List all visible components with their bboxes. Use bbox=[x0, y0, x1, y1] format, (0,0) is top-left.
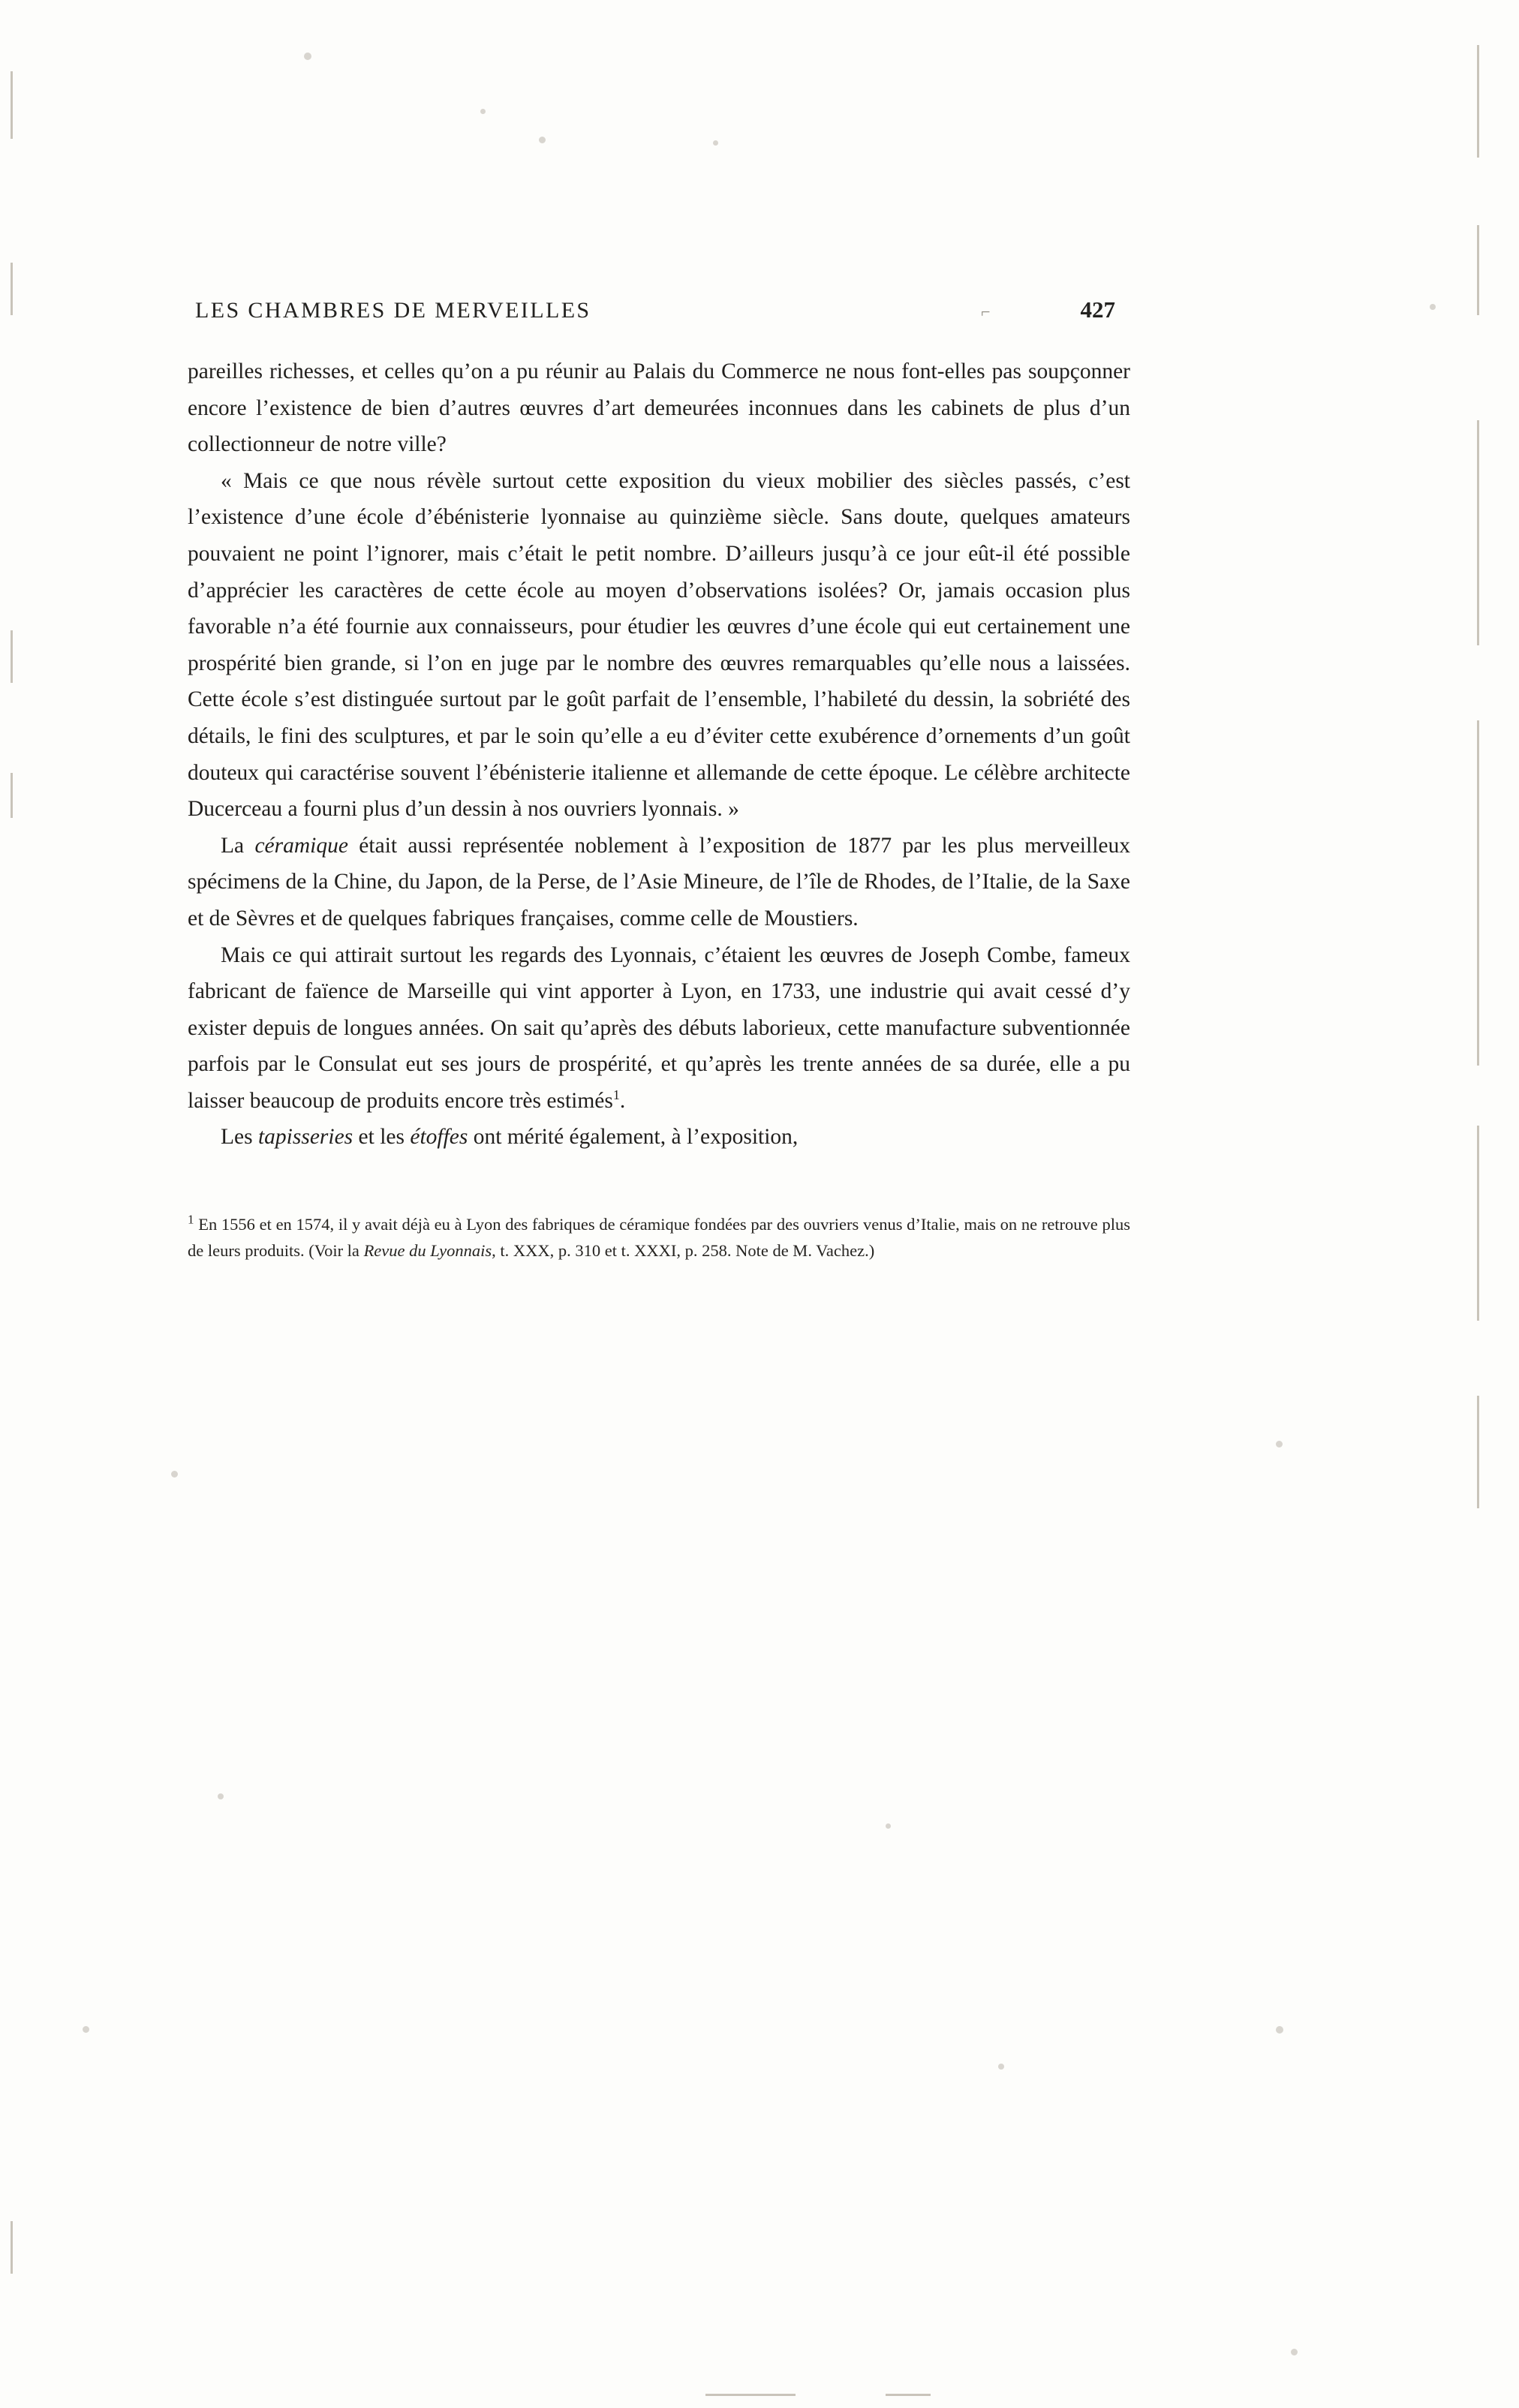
running-title: LES CHAMBRES DE MERVEILLES bbox=[195, 298, 591, 323]
scan-edge-mark bbox=[705, 2394, 796, 2396]
scan-speck bbox=[1276, 1441, 1283, 1448]
scan-speck bbox=[1276, 2026, 1283, 2034]
paragraph-5-seg2: et les bbox=[353, 1125, 411, 1150]
scan-speck bbox=[304, 53, 311, 60]
paragraph-4 bbox=[188, 937, 1130, 1120]
paragraph-4-text: Mais ce qui attirait surtout les regards des Lyonnais, c’étaient les œuvres de Joseph Combe, fameux fabricant de faïence de Marseille qui vint apporter à Lyon, en 1733, une industrie qui avait cessé d’y exister depuis de longues années. On sait qu’après des débuts laborieux, cette manufacture subventionnée parfois par le Consulat eut ses jours de prospérité, et qu’après les trente années de sa durée, elle a pu laisser beaucoup de produits encore très estimés bbox=[188, 942, 1130, 1113]
paragraph-3-lead: La bbox=[221, 833, 255, 858]
scan-edge-mark bbox=[11, 263, 13, 315]
paragraph-2: « Mais ce que nous révèle surtout cette exposition du vieux mobilier des siècles passés, c’est l’existence d’une école d’ébénisterie lyonnaise au quinzième siècle. Sans doute, quelques amateurs pouvaient ne point l’ignorer, mais c’était le petit nombre. D’ailleurs jusqu’à ce jour eût-il été possible d’apprécier les caractères de cette école au moyen d’observations isolées? Or, jamais occasion plus favorable n’a été fournie aux connaisseurs, pour étudier les œuvres d’une école qui eut certainement une prospérité bien grande, si l’on en juge par le nombre des œuvres remarquables qu’elle nous a laissées. Cette école s’est distinguée surtout par le goût parfait de l’ensemble, l’habileté du dessin, la sobriété des détails, le fini des sculptures, et par le soin qu’elle a eu d’éviter cette exubérence d’ornements d’un goût douteux qui caractérise souvent l’ébénisterie italienne et allemande de cette époque. Le célèbre architecte Ducerceau a fourni plus d’un dessin à nos ouvriers lyonnais. » bbox=[188, 468, 1130, 822]
scan-edge-mark bbox=[11, 630, 13, 683]
paragraph-3-rest: était aussi représentée noblement à l’exposition de 1877 par les plus merveilleux spécimens de la Chine, du Japon, de la Perse, de l’Asie Mineure, de l’île de Rhodes, de l’Italie, de la Saxe et de Sèvres et de quelques fabriques françaises, comme celle de Moustiers. bbox=[188, 833, 1130, 930]
paragraph-3-italic-term: céramique bbox=[254, 833, 348, 858]
paragraph-1: pareilles richesses, et celles qu’on a pu réunir au Palais du Commerce ne nous font-elles pas soupçonner encore l’existence de bien d’autres œuvres d’art demeurées inconnues dans les cabinets de plus d’un collectionneur de notre ville? bbox=[188, 359, 1130, 457]
scan-speck bbox=[218, 1793, 224, 1799]
scan-edge-mark bbox=[11, 71, 13, 139]
paragraph-3 bbox=[188, 828, 1130, 937]
scan-speck bbox=[713, 140, 718, 146]
scan-speck bbox=[998, 2064, 1004, 2070]
scan-speck bbox=[1430, 304, 1436, 310]
page-content bbox=[188, 296, 1130, 1264]
page-header bbox=[188, 296, 1130, 323]
scan-speck bbox=[1291, 2349, 1298, 2355]
paragraph-5-seg1: Les bbox=[221, 1125, 258, 1150]
scan-edge-mark bbox=[1477, 1126, 1479, 1321]
scan-edge-mark bbox=[1477, 45, 1479, 158]
scan-speck bbox=[886, 1823, 891, 1829]
footnote-seg2: , t. XXX, p. 310 et t. XXXI, p. 258. Note de M. Vachez.) bbox=[492, 1241, 875, 1261]
scan-edge-mark bbox=[886, 2394, 931, 2396]
scan-edge-mark bbox=[11, 2221, 13, 2274]
footnote-italic-title: Revue du Lyonnais bbox=[363, 1241, 492, 1261]
scan-speck bbox=[480, 109, 486, 114]
scan-edge-mark bbox=[11, 773, 13, 818]
scan-edge-mark bbox=[1477, 720, 1479, 1066]
footnote-marker: 1 bbox=[188, 1212, 194, 1227]
scan-edge-mark bbox=[1477, 225, 1479, 315]
scan-speck bbox=[171, 1471, 178, 1478]
paragraph-4-tail: . bbox=[619, 1088, 626, 1113]
paragraph-5-italic-2: étoffes bbox=[410, 1125, 468, 1150]
scan-edge-mark bbox=[1477, 1396, 1479, 1508]
page-number: 427 bbox=[1080, 296, 1115, 323]
header-ornament: ⌐ bbox=[981, 302, 991, 321]
paragraph-5-italic-1: tapisseries bbox=[257, 1125, 353, 1150]
footnote-reference[interactable]: 1 bbox=[612, 1087, 620, 1103]
scan-edge-mark bbox=[1477, 420, 1479, 645]
scan-speck bbox=[83, 2026, 89, 2033]
scan-speck bbox=[539, 137, 546, 143]
paragraph-5 bbox=[188, 1119, 1130, 1156]
footnote-block bbox=[188, 1211, 1130, 1264]
paragraph-5-seg3: ont mérité également, à l’exposition, bbox=[468, 1125, 799, 1150]
footnote-seg1: En 1556 et en 1574, il y avait déjà eu à Lyon des fabriques de céramique fondées par des ouvriers venus d’Italie, mais on ne retrouve plus de leurs produits. (Voir la bbox=[188, 1215, 1130, 1261]
